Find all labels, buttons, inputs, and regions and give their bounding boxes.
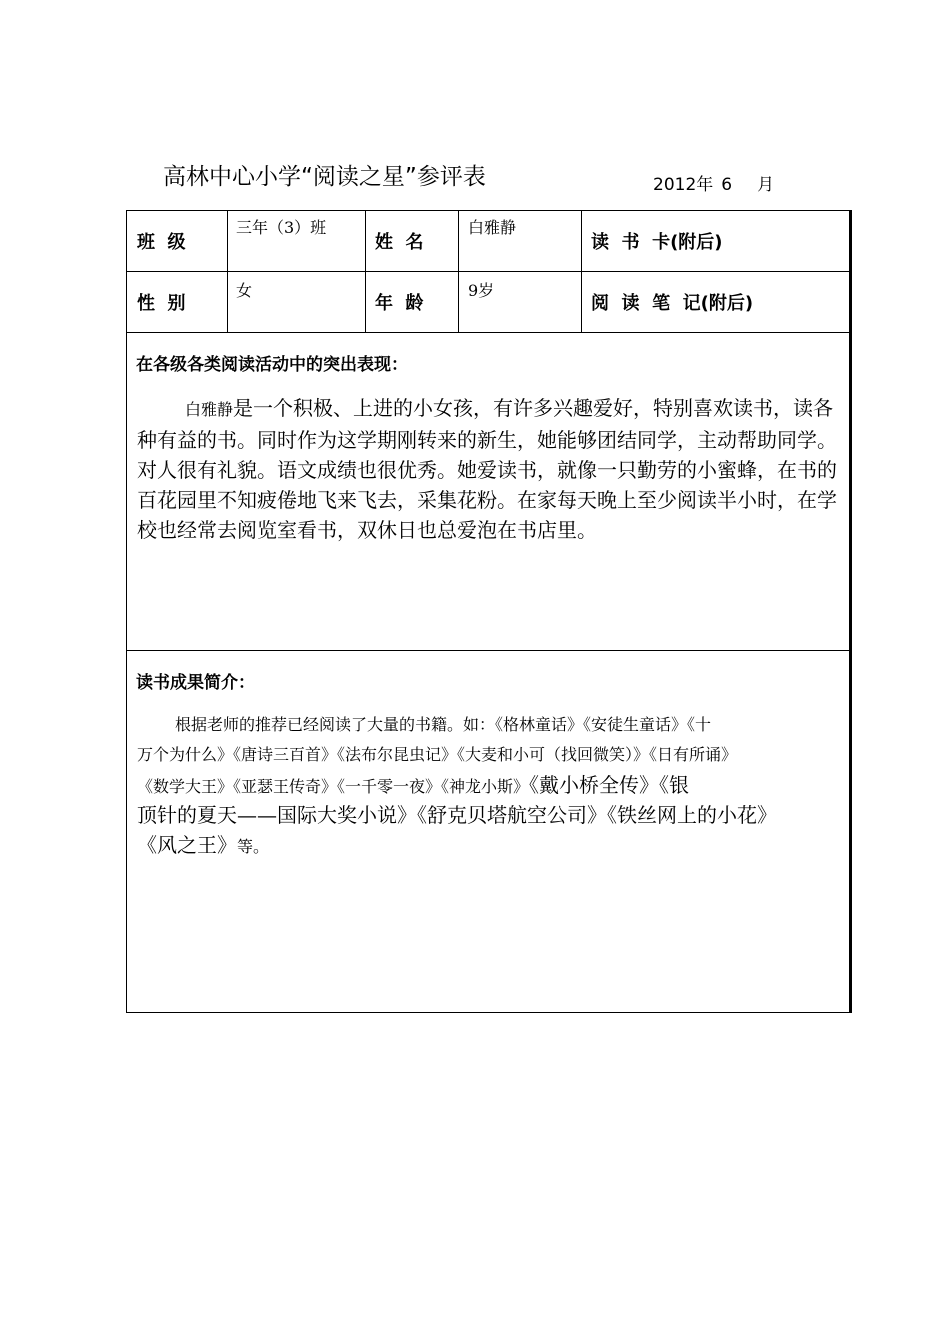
- book-list-line: 等。: [237, 837, 270, 856]
- column-divider: [227, 210, 228, 332]
- performance-text: [137, 393, 849, 545]
- book-list-line: 根据老师的推荐已经阅读了大量的书籍。如：《格林童话》《安徒生童话》《十: [175, 715, 712, 734]
- book-list-line: 顶针的夏天——国际大奖小说》《舒克贝塔航空公司》《铁丝网上的小花》: [137, 803, 777, 827]
- date-line: [653, 170, 774, 195]
- column-divider: [365, 210, 366, 332]
- evaluation-table: [126, 210, 852, 1013]
- age-value: 9岁: [468, 281, 495, 300]
- row-divider: [126, 271, 852, 272]
- achievements-text: [137, 710, 849, 860]
- name-label: 姓 名: [375, 232, 424, 253]
- class-value: 三年（3）班: [236, 218, 327, 237]
- reading-notes-label: 阅 读 笔 记(附后): [591, 293, 754, 314]
- achievements-title: 读书成果简介：: [136, 673, 255, 693]
- page-title: 高林中心小学“阅读之星”参评表: [163, 164, 486, 190]
- column-divider: [458, 210, 459, 332]
- student-name: 白雅静: [185, 400, 234, 419]
- class-label: 班 级: [137, 232, 186, 253]
- date-year: 2012年: [653, 175, 714, 195]
- name-value: 白雅静: [468, 218, 517, 237]
- book-list-line: 《数学大王》《亚瑟王传奇》《一千零一夜》《神龙小斯》: [137, 777, 530, 796]
- book-list-line: 万个为什么》《唐诗三百首》《法布尔昆虫记》《大麦和小可（找回微笑）》《日有所诵》: [137, 745, 738, 764]
- date-month: 月: [757, 175, 775, 195]
- row-divider: [126, 332, 852, 333]
- performance-body: 是一个积极、上进的小女孩，有许多兴趣爱好，特别喜欢读书，读各种有益的书。同时作为这学期刚转来的新生，她能够团结同学，主动帮助同学。对人很有礼貌。语文成绩也很优秀。她爱读书，就像一只勤劳的小蜜蜂，在书的百花园里不知疲倦地飞来飞去，采集花粉。在家每天晚上至少阅读半小时，在学校也经常去阅览室看书，双休日也总爱泡在书店里。: [137, 396, 837, 542]
- gender-label: 性 别: [137, 293, 186, 314]
- performance-title: 在各级各类阅读活动中的突出表现：: [136, 355, 408, 375]
- row-divider: [126, 650, 852, 651]
- column-divider: [581, 210, 582, 332]
- reading-card-label: 读 书 卡(附后): [591, 232, 723, 253]
- gender-value: 女: [236, 281, 253, 300]
- book-list-line: 《风之王》: [137, 833, 237, 857]
- age-label: 年 龄: [375, 293, 424, 314]
- date-month-number: 6: [721, 175, 733, 195]
- book-list-line: 《戴小桥全传》《银: [529, 773, 690, 797]
